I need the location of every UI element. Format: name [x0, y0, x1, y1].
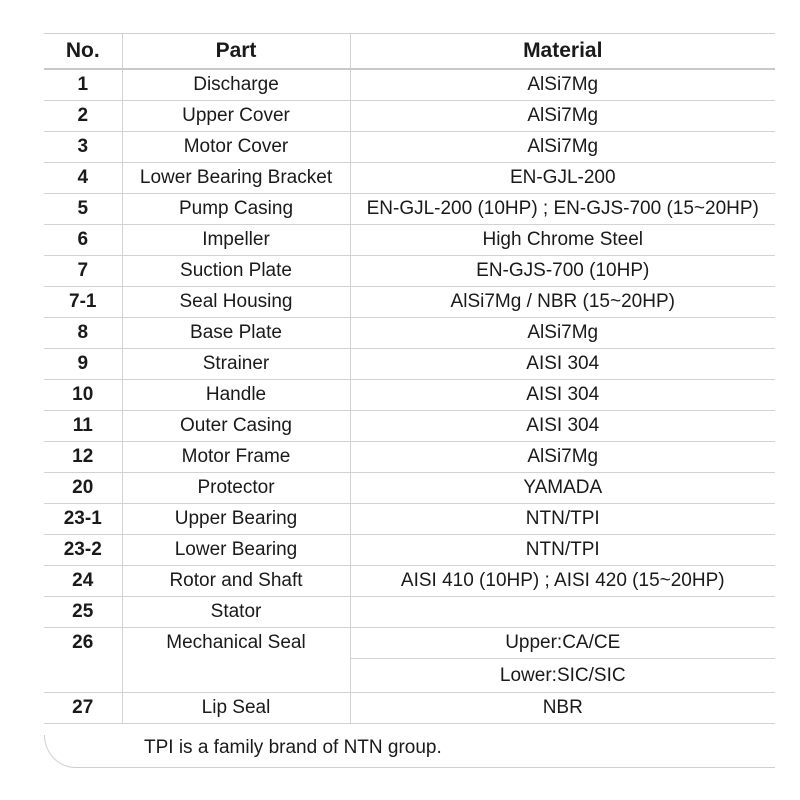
table-row-continuation [44, 659, 775, 693]
cell-no: 4 [44, 163, 122, 194]
cell-part: Lip Seal [122, 693, 350, 724]
cell-part: Upper Bearing [122, 504, 350, 535]
cell-material: AlSi7Mg [350, 101, 775, 132]
cell-material: High Chrome Steel [350, 225, 775, 256]
cell-material-line2: Lower:SIC/SIC [350, 659, 775, 693]
table-row [44, 628, 775, 659]
cell-no: 10 [44, 380, 122, 411]
table-row [44, 597, 775, 628]
table-row [44, 411, 775, 442]
table-row [44, 194, 775, 225]
cell-part-empty [122, 659, 350, 693]
table-row [44, 566, 775, 597]
cell-material: YAMADA [350, 473, 775, 504]
table-row [44, 69, 775, 101]
cell-material: EN-GJL-200 [350, 163, 775, 194]
cell-no: 27 [44, 693, 122, 724]
table-row [44, 442, 775, 473]
footer-note: TPI is a family brand of NTN group. [144, 737, 442, 758]
cell-material: Upper:CA/CE [350, 628, 775, 659]
table-body [44, 69, 775, 724]
cell-material: NTN/TPI [350, 535, 775, 566]
cell-part: Handle [122, 380, 350, 411]
cell-material: AlSi7Mg [350, 132, 775, 163]
cell-material [350, 597, 775, 628]
cell-no: 26 [72, 632, 94, 654]
cell-part: Motor Cover [122, 132, 350, 163]
cell-no: 23-1 [44, 504, 122, 535]
cell-part: Seal Housing [122, 287, 350, 318]
cell-no: 25 [44, 597, 122, 628]
cell-part: Discharge [122, 69, 350, 101]
cell-part: Motor Frame [122, 442, 350, 473]
table-row [44, 380, 775, 411]
header-no: No. [44, 34, 122, 69]
cell-part: Impeller [122, 225, 350, 256]
cell-no: 12 [44, 442, 122, 473]
cell-part: Suction Plate [122, 256, 350, 287]
cell-no: 1 [44, 69, 122, 101]
table-row [44, 287, 775, 318]
table-row [44, 504, 775, 535]
cell-no: 23-2 [44, 535, 122, 566]
footer-corner [44, 735, 85, 767]
table-row [44, 101, 775, 132]
cell-no-empty [44, 659, 122, 693]
cell-part: Protector [122, 473, 350, 504]
table-row [44, 318, 775, 349]
cell-part: Lower Bearing [122, 535, 350, 566]
table-row [44, 349, 775, 380]
cell-part: Pump Casing [122, 194, 350, 225]
cell-part: Mechanical Seal [122, 628, 350, 659]
parts-material-table [44, 34, 775, 724]
cell-part: Outer Casing [122, 411, 350, 442]
cell-material: NTN/TPI [350, 504, 775, 535]
cell-part: Upper Cover [122, 101, 350, 132]
cell-part: Stator [122, 597, 350, 628]
cell-material: AlSi7Mg / NBR (15~20HP) [350, 287, 775, 318]
cell-no: 2 [44, 101, 122, 132]
cell-material: AISI 304 [350, 380, 775, 411]
cell-no: 8 [44, 318, 122, 349]
cell-no: 7-1 [44, 287, 122, 318]
table-row [44, 256, 775, 287]
table-row [44, 693, 775, 724]
cell-material: AISI 410 (10HP) ; AISI 420 (15~20HP) [350, 566, 775, 597]
table-header-row [44, 34, 775, 69]
cell-no: 11 [44, 411, 122, 442]
cell-no: 5 [44, 194, 122, 225]
parts-material-sheet [44, 34, 775, 724]
cell-material: EN-GJL-200 (10HP) ; EN-GJS-700 (15~20HP) [350, 194, 775, 225]
cell-no: 20 [44, 473, 122, 504]
table-row [44, 473, 775, 504]
cell-no: 6 [44, 225, 122, 256]
table-row [44, 163, 775, 194]
cell-material: AlSi7Mg [350, 318, 775, 349]
table-row [44, 225, 775, 256]
cell-part: Strainer [122, 349, 350, 380]
header-part: Part [122, 34, 350, 69]
cell-part: Rotor and Shaft [122, 566, 350, 597]
header-material: Material [350, 34, 775, 69]
table-row [44, 535, 775, 566]
cell-material: EN-GJS-700 (10HP) [350, 256, 775, 287]
cell-no: 3 [44, 132, 122, 163]
cell-no: 24 [44, 566, 122, 597]
cell-material: NBR [350, 693, 775, 724]
table-row [44, 132, 775, 163]
cell-material: AlSi7Mg [350, 69, 775, 101]
cell-part: Lower Bearing Bracket [122, 163, 350, 194]
cell-no: 7 [44, 256, 122, 287]
cell-material: AlSi7Mg [350, 442, 775, 473]
cell-material: AISI 304 [350, 349, 775, 380]
cell-material: AISI 304 [350, 411, 775, 442]
cell-part: Base Plate [122, 318, 350, 349]
cell-no: 9 [44, 349, 122, 380]
